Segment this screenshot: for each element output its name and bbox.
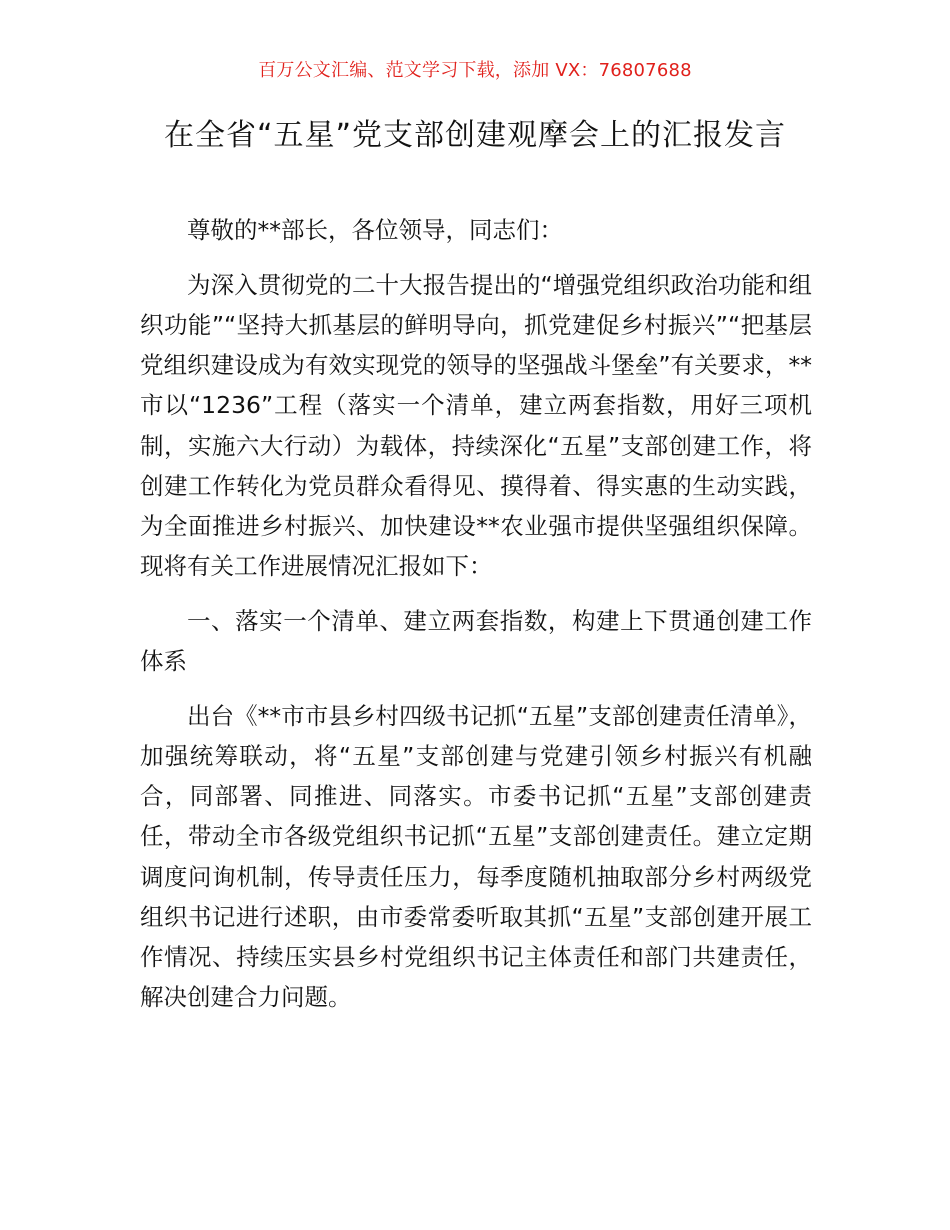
header-watermark-text: 百万公文汇编、范文学习下载，添加 VX：76807688 (258, 60, 692, 81)
paragraph-section-1: 出台《**市市县乡村四级书记抓“五星”支部创建责任清单》，加强统筹联动，将“五星”支部创建与党建引领乡村振兴有机融合，同部署、同推进、同落实。市委书记抓“五星”支部创建责任，带动全市各级党组织书记抓“五星”支部创建责任。建立定期调度问询机制，传导责任压力，每季度随机抽取部分乡村两级党组织书记进行述职，由市委常委听取其抓“五星”支部创建开展工作情况、持续压实县乡村党组织书记主体责任和部门共建责任，解决创建合力问题。 (140, 701, 812, 1012)
paragraph-intro: 为深入贯彻党的二十大报告提出的“增强党组织政治功能和组织功能”“坚持大抓基层的鲜明导向，抓党建促乡村振兴”“把基层党组织建设成为有效实现党的领导的坚强战斗堡垒”有关要求，**市以“1236”工程（落实一个清单，建立两套指数，用好三项机制，实施六大行动）为载体，持续深化“五星”支部创建工作，将创建工作转化为党员群众看得见、摸得着、得实惠的生动实践，为全面推进乡村振兴、加快建设**农业强市提供坚强组织保障。现将有关工作进展情况汇报如下： (140, 270, 812, 581)
salutation: 尊敬的**部长，各位领导，同志们： (187, 216, 563, 244)
section-heading-1: 一、落实一个清单、建立两套指数，构建上下贯通创建工作体系 (140, 606, 812, 676)
document-body (140, 210, 812, 1032)
document-title: 在全省“五星”党支部创建观摩会上的汇报发言 (163, 118, 787, 153)
